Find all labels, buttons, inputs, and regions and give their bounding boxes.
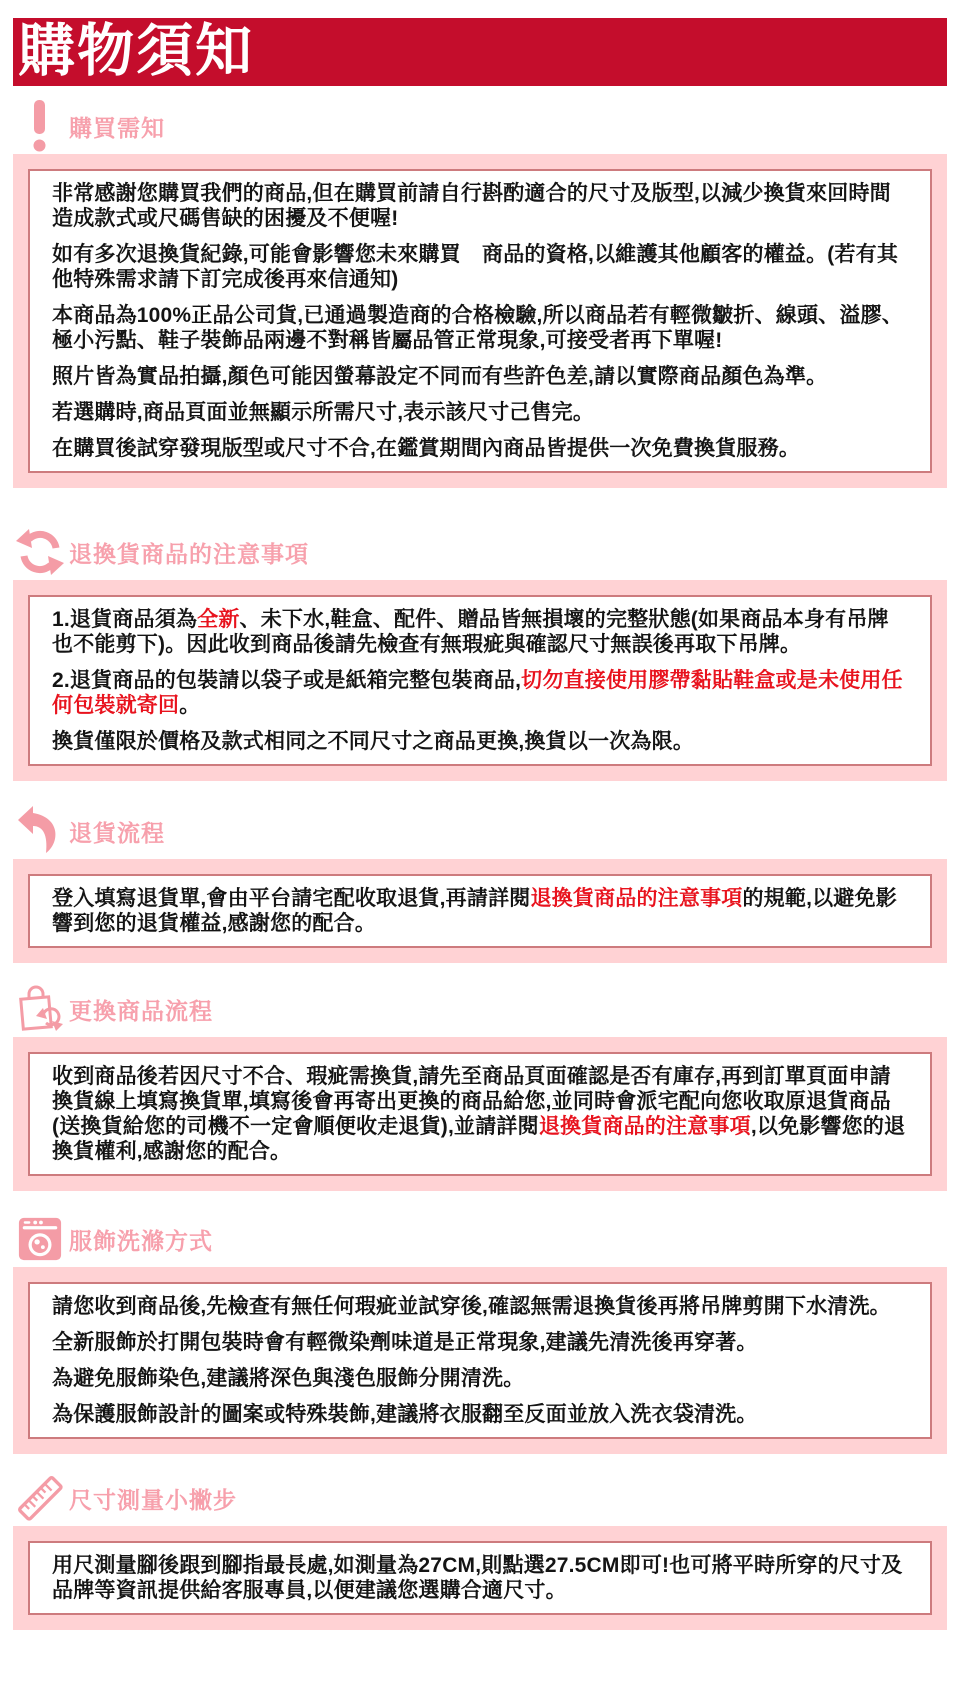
body-text: 照片皆為實品拍攝,顏色可能因螢幕設定不同而有些許色差,請以實際商品顏色為準。 (52, 365, 828, 388)
section-title: 尺寸測量小撇步 (69, 1486, 237, 1513)
section-box (13, 859, 947, 963)
body-text: 登入填寫退貨單,會由平台請宅配收取退貨,再請詳閱 (52, 887, 531, 910)
section-text (28, 874, 932, 948)
alert-text: 退換貨商品的注意事項 (538, 1115, 751, 1138)
section-header (15, 1211, 960, 1267)
paragraph (52, 181, 908, 231)
section-title: 購買需知 (69, 114, 165, 141)
section-text (28, 1282, 932, 1439)
ruler-icon (15, 1472, 65, 1524)
body-text: 收到商品後若因尺寸不合、瑕疵需換貨,請先至商品頁面確認是否有庫存,再到訂單頁面申請換貨線上填寫換貨單,填寫後會再寄出更換的商品給您,並同時會派宅配向您收取原退貨商品(送換貨給您的司機不一定會順便收走退貨),並請詳閱 (52, 1065, 891, 1138)
section-box (13, 580, 947, 781)
paragraph (52, 668, 908, 718)
section-box (13, 1267, 947, 1454)
paragraph (52, 436, 908, 461)
body-text: 為保護服飾設計的圖案或特殊裝飾,建議將衣服翻至反面並放入洗衣袋清洗。 (52, 1403, 758, 1426)
alert-text: 全新 (197, 608, 240, 631)
paragraph (52, 1330, 908, 1355)
section-text (28, 169, 932, 473)
body-text: 全新服飾於打開包裝時會有輕微染劑味道是正常現象,建議先清洗後再穿著。 (52, 1331, 758, 1354)
body-text: 如有多次退換貨紀錄,可能會影響您未來購買 商品的資格,以維護其他顧客的權益。(若有其他特殊需求請下訂完成後再來信通知) (52, 243, 899, 291)
paragraph (52, 886, 908, 936)
section-return-exchange-notes (0, 524, 960, 781)
section-box (13, 1526, 947, 1630)
alert-text: 切勿直接使用膠帶黏貼鞋盒或是未使用任何包裝就寄回 (52, 669, 903, 717)
body-text: 1.退貨商品須為 (52, 608, 198, 631)
section-title: 退換貨商品的注意事項 (69, 540, 309, 567)
section-size-measuring-tips (0, 1470, 960, 1630)
section-title: 退貨流程 (69, 819, 165, 846)
exclamation-icon (15, 100, 65, 152)
body-text: 本商品為100%正品公司貨,已通過製造商的合格檢驗,所以商品若有輕微皺折、線頭、溢膠、極小污點、鞋子裝飾品兩邊不對稱皆屬品管正常現象,可接受者再下單喔! (52, 304, 903, 352)
section-box (13, 1037, 947, 1191)
paragraph (52, 1064, 908, 1164)
bag-exchange-icon (15, 983, 65, 1035)
section-washing-instructions (0, 1211, 960, 1454)
alert-text: 退換貨商品的注意事項 (530, 887, 743, 910)
paragraph (52, 607, 908, 657)
body-text: ,以免影響您的退換貨權利,感謝您的配合。 (52, 1115, 906, 1163)
body-text: 非常感謝您購買我們的商品,但在購買前請自行斟酌適合的尺寸及版型,以減少換貨來回時間造成款式或尺碼售缺的困擾及不便喔! (52, 182, 891, 230)
paragraph (52, 1553, 908, 1603)
section-header (15, 803, 960, 859)
section-header (15, 98, 960, 154)
page-title: 購物須知 (13, 18, 947, 86)
paragraph (52, 303, 908, 353)
section-header (15, 1470, 960, 1526)
paragraph (52, 1402, 908, 1427)
section-text (28, 1541, 932, 1615)
section-title: 更換商品流程 (69, 997, 213, 1024)
body-text: 若選購時,商品頁面並無顯示所需尺寸,表示該尺寸己售完。 (52, 401, 595, 424)
section-box (13, 154, 947, 488)
paragraph (52, 400, 908, 425)
section-text (28, 595, 932, 766)
paragraph (52, 729, 908, 754)
section-header (15, 524, 960, 580)
paragraph (52, 364, 908, 389)
section-title: 服飾洗滌方式 (69, 1227, 213, 1254)
paragraph (52, 1294, 908, 1319)
return-arrow-icon (15, 806, 65, 856)
paragraph (52, 242, 908, 292)
section-header (15, 981, 960, 1037)
body-text: 在購買後試穿發現版型或尺寸不合,在鑑賞期間內商品皆提供一次免費換貨服務。 (52, 437, 801, 460)
body-text: 。 (179, 694, 201, 717)
body-text: 為避免服飾染色,建議將深色與淺色服飾分開清洗。 (52, 1367, 525, 1390)
section-exchange-process (0, 981, 960, 1191)
paragraph (52, 1366, 908, 1391)
washing-machine-icon (15, 1215, 65, 1263)
body-text: 請您收到商品後,先檢查有無任何瑕疵並試穿後,確認無需退換貨後再將吊牌剪開下水清洗。 (52, 1295, 891, 1318)
body-text: 、未下水,鞋盒、配件、贈品皆無損壞的完整狀態(如果商品本身有吊牌也不能剪下)。因此收到商品後請先檢查有無瑕疵與確認尺寸無誤後再取下吊牌。 (52, 608, 889, 656)
body-text: 換貨僅限於價格及款式相同之不同尺寸之商品更換,換貨以一次為限。 (52, 730, 695, 753)
refresh-arrows-icon (15, 528, 65, 576)
body-text: 用尺測量腳後跟到腳指最長處,如測量為27CM,則點選27.5CM即可!也可將平時所穿的尺寸及品牌等資訊提供給客服專員,以便建議您選購合適尺寸。 (52, 1554, 903, 1602)
body-text: 的規範,以避免影響到您的退貨權益,感謝您的配合。 (52, 887, 897, 935)
section-text (28, 1052, 932, 1176)
body-text: 2.退貨商品的包裝請以袋子或是紙箱完整包裝商品, (52, 669, 522, 692)
section-return-process (0, 803, 960, 963)
section-purchase-notice (0, 98, 960, 488)
